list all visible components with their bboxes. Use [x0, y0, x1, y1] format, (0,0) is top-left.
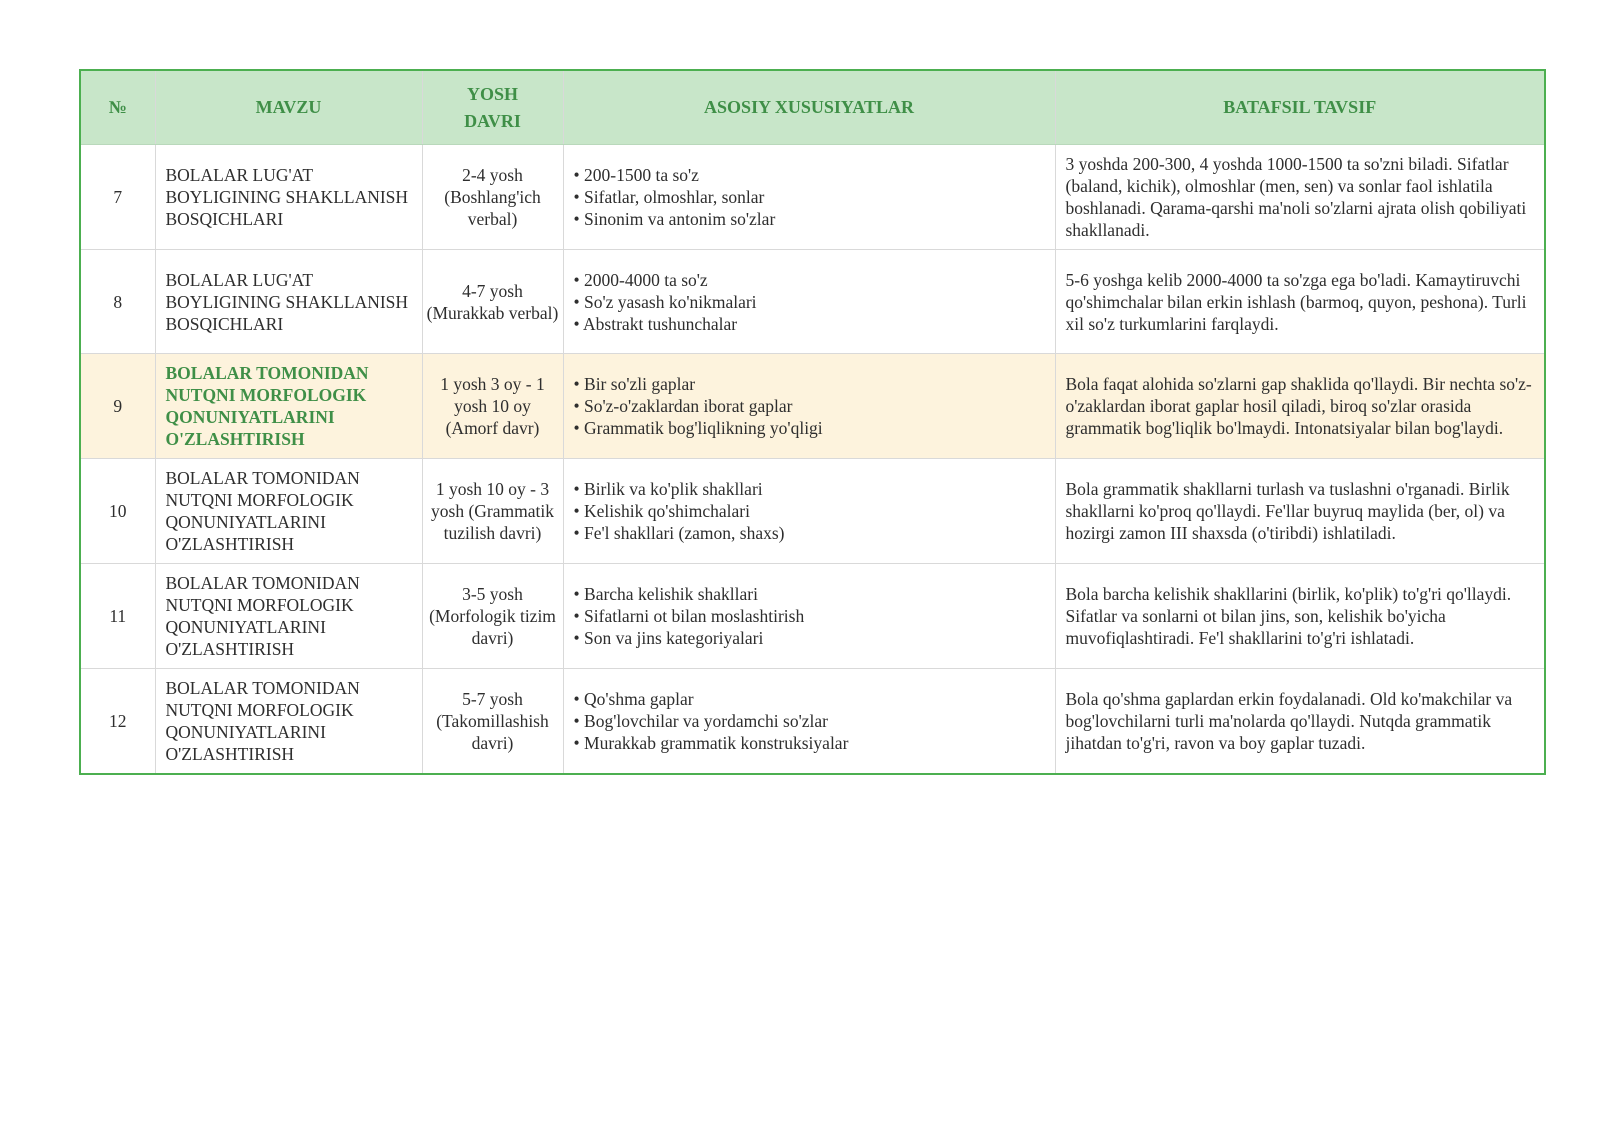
features-list — [574, 164, 1045, 230]
feature-item: • Grammatik bog'liqlikning yo'qligi — [574, 417, 1045, 439]
table-row — [81, 669, 1544, 774]
row-age: 1 yosh 3 oy - 1 yosh 10 oy (Amorf davr) — [422, 354, 563, 459]
row-number: 10 — [81, 459, 155, 564]
row-features — [563, 145, 1055, 250]
row-features — [563, 669, 1055, 774]
table-row — [81, 250, 1544, 354]
feature-item: • 200-1500 ta so'z — [574, 164, 1045, 186]
topics-table-container — [79, 69, 1546, 775]
features-list — [574, 688, 1045, 754]
header-age-label: YOSH DAVRI — [464, 83, 521, 131]
row-number: 9 — [81, 354, 155, 459]
table-row — [81, 145, 1544, 250]
feature-item: • Fe'l shakllari (zamon, shaxs) — [574, 522, 1045, 544]
row-age: 4-7 yosh (Murakkab verbal) — [422, 250, 563, 354]
header-features: ASOSIY XUSUSIYATLAR — [563, 71, 1055, 145]
feature-item: • Sifatlar, olmoshlar, sonlar — [574, 186, 1045, 208]
feature-item: • Birlik va ko'plik shakllari — [574, 478, 1045, 500]
row-number: 11 — [81, 564, 155, 669]
feature-item: • Murakkab grammatik konstruksiyalar — [574, 732, 1045, 754]
row-features — [563, 564, 1055, 669]
header-topic: MAVZU — [155, 71, 422, 145]
row-description: Bola qo'shma gaplardan erkin foydalanadi. Old ko'makchilar va bog'lovchilarni turli ma'nolarda qo'llaydi. Nutqda grammatik jihatdan to'g'ri, ravon va boy gaplar tuzadi. — [1065, 689, 1513, 753]
feature-item: • So'z-o'zaklardan iborat gaplar — [574, 395, 1045, 417]
header-num: № — [81, 71, 155, 145]
feature-item: • Qo'shma gaplar — [574, 688, 1045, 710]
feature-item: • Kelishik qo'shimchalari — [574, 500, 1045, 522]
feature-item: • Sifatlarni ot bilan moslashtirish — [574, 605, 1045, 627]
row-topic: BOLALAR TOMONIDAN NUTQNI MORFOLOGIK QONUNIYATLARINI O'ZLASHTIRISH — [155, 354, 422, 459]
header-row — [81, 71, 1544, 145]
feature-item: • So'z yasash ko'nikmalari — [574, 291, 1045, 313]
row-topic: BOLALAR TOMONIDAN NUTQNI MORFOLOGIK QONUNIYATLARINI O'ZLASHTIRISH — [155, 459, 422, 564]
row-features — [563, 250, 1055, 354]
table-row — [81, 564, 1544, 669]
row-age: 5-7 yosh (Takomillashish davri) — [422, 669, 563, 774]
features-list — [574, 478, 1045, 544]
row-description: Bola barcha kelishik shakllarini (birlik, ko'plik) to'g'ri qo'llaydi. Sifatlar va sonlarni ot bilan jins, son, kelishik bo'yicha muvofiqlashtiradi. Fe'l shakllarini to'g'ri ishlatadi. — [1055, 564, 1544, 669]
row-features — [563, 354, 1055, 459]
feature-item: • Son va jins kategoriyalari — [574, 627, 1045, 649]
row-age: 1 yosh 10 oy - 3 yosh (Grammatik tuzilish davri) — [422, 459, 563, 564]
row-topic: BOLALAR LUG'AT BOYLIGINING SHAKLLANISH BOSQICHLARI — [155, 250, 422, 354]
row-description: 3 yoshda 200-300, 4 yoshda 1000-1500 ta so'zni biladi. Sifatlar (baland, kichik), olmoshlar (men, sen) va sonlar faol ishlatila boshlanadi. Qarama-qarshi ma'noli so'zlarni ajrata olish qobiliyati shakllanadi. — [1055, 145, 1544, 250]
table-header — [81, 71, 1544, 145]
row-topic: BOLALAR TOMONIDAN NUTQNI MORFOLOGIK QONUNIYATLARINI O'ZLASHTIRISH — [155, 669, 422, 774]
table-row — [81, 459, 1544, 564]
row-description: Bola faqat alohida so'zlarni gap shaklida qo'llaydi. Bir nechta so'z-o'zaklardan iborat gaplar hosil qiladi, biroq so'zlar orasida grammatik bog'liqlik bo'lmaydi. Intonatsiyalar bilan bog'laydi. — [1055, 354, 1544, 459]
features-list — [574, 583, 1045, 649]
row-number: 8 — [81, 250, 155, 354]
feature-item: • 2000-4000 ta so'z — [574, 269, 1045, 291]
row-description: Bola grammatik shakllarni turlash va tuslashni o'rganadi. Birlik shakllarni ko'proq qo'llaydi. Fe'llar buyruq maylida (ber, ol) va hozirgi zamon III shaxsda (o'tiribdi) ishlatiladi. — [1055, 459, 1544, 564]
header-description: BATAFSIL TAVSIF — [1055, 71, 1544, 145]
row-topic: BOLALAR TOMONIDAN NUTQNI MORFOLOGIK QONUNIYATLARINI O'ZLASHTIRISH — [155, 564, 422, 669]
topics-table — [81, 71, 1544, 773]
row-topic: BOLALAR LUG'AT BOYLIGINING SHAKLLANISH BOSQICHLARI — [155, 145, 422, 250]
row-number: 7 — [81, 145, 155, 250]
row-age: 3-5 yosh (Morfologik tizim davri) — [422, 564, 563, 669]
row-number: 12 — [81, 669, 155, 774]
row-features — [563, 459, 1055, 564]
features-list — [574, 269, 1045, 335]
features-list — [574, 373, 1045, 439]
row-description: 5-6 yoshga kelib 2000-4000 ta so'zga ega bo'ladi. Kamaytiruvchi qo'shimchalar bilan erkin ishlash (barmoq, quyon, peshona). Turli xil so'z turkumlarini farqlaydi. — [1055, 250, 1544, 354]
feature-item: • Abstrakt tushunchalar — [574, 313, 1045, 335]
table-body — [81, 145, 1544, 774]
header-age — [422, 71, 563, 145]
feature-item: • Bir so'zli gaplar — [574, 373, 1045, 395]
table-row-highlighted — [81, 354, 1544, 459]
row-age: 2-4 yosh (Boshlang'ich verbal) — [422, 145, 563, 250]
feature-item: • Bog'lovchilar va yordamchi so'zlar — [574, 710, 1045, 732]
feature-item: • Barcha kelishik shakllari — [574, 583, 1045, 605]
feature-item: • Sinonim va antonim so'zlar — [574, 208, 1045, 230]
